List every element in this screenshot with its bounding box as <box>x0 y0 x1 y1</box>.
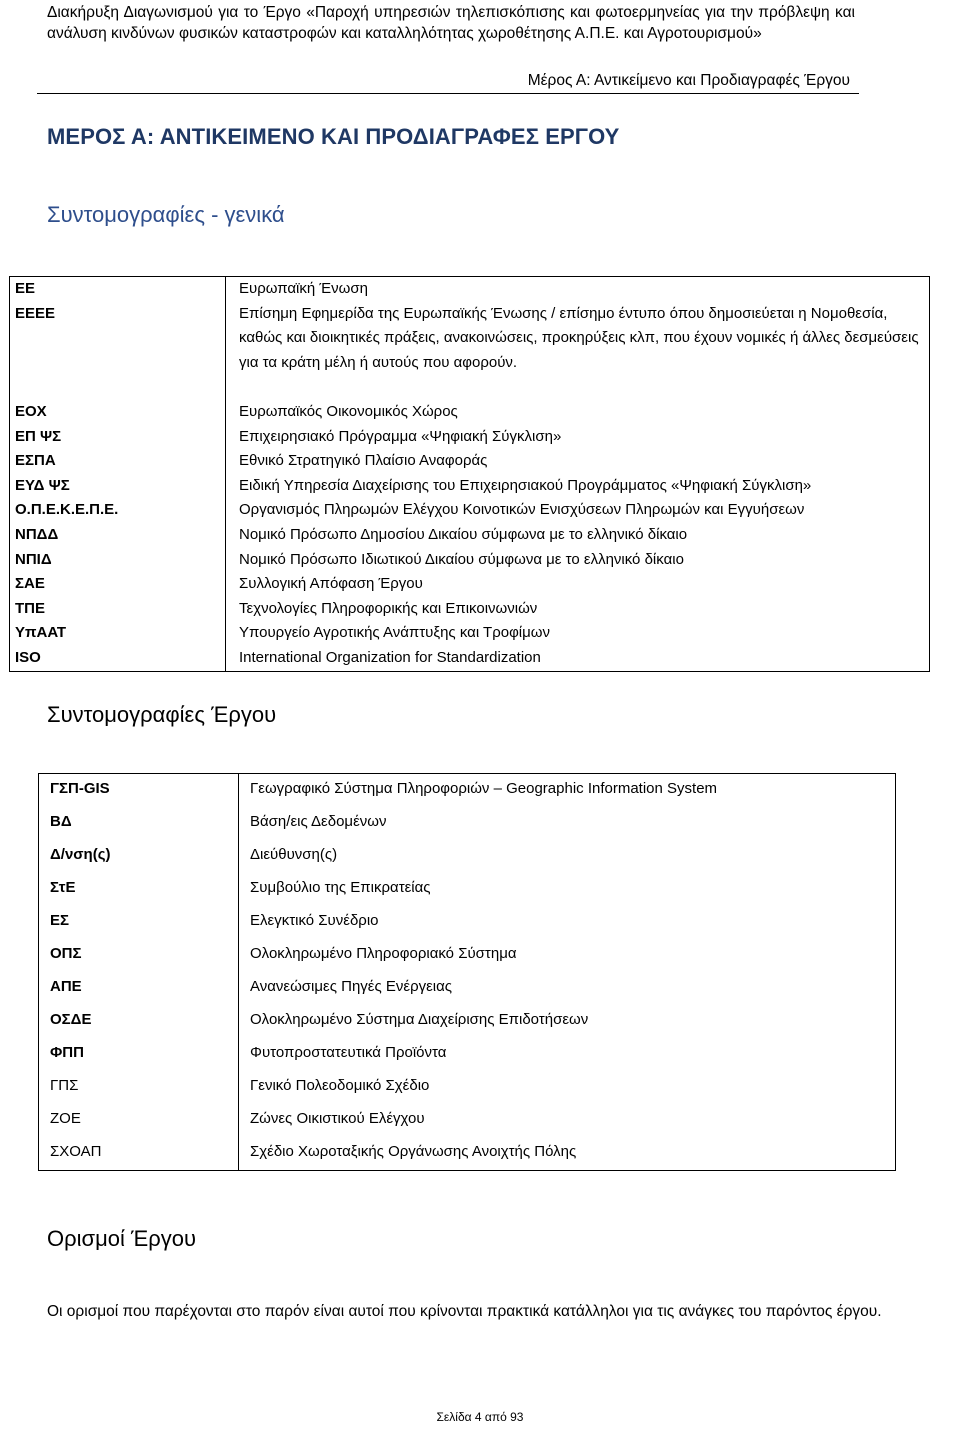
abbr-definition: Φυτοπροστατευτικά Προϊόντα <box>250 1044 447 1061</box>
abbr-definition: Ολοκληρωμένο Σύστημα Διαχείρισης Επιδοτήσεων <box>250 1011 589 1028</box>
abbr-code: ΑΠΕ <box>50 978 82 995</box>
abbr-definition: Εθνικό Στρατηγικό Πλαίσιο Αναφοράς <box>239 452 488 470</box>
abbr-code: ΕΥΔ ΨΣ <box>15 476 70 494</box>
abbr-code: ΕΕ <box>15 280 36 297</box>
abbr-definition: Σχέδιο Χωροταξικής Οργάνωσης Ανοιχτής Πόλης <box>250 1143 577 1160</box>
abbrev-general-codes <box>10 277 226 672</box>
abbr-code: ΓΣΠ-GIS <box>50 780 110 797</box>
abbr-code: Δ/νση(ς) <box>50 846 111 863</box>
abbr-code: ΖΟΕ <box>50 1110 81 1127</box>
document-header-subtitle: Μέρος Α: Αντικείμενο και Προδιαγραφές Έργου <box>527 72 850 89</box>
abbrev-project-table <box>38 773 896 1171</box>
abbr-code: ISO <box>15 648 41 666</box>
abbr-definition: International Organization for Standardization <box>239 648 541 666</box>
abbr-definition: Γενικό Πολεοδομικό Σχέδιο <box>250 1077 430 1094</box>
abbr-definition: Συλλογική Απόφαση Έργου <box>239 575 423 593</box>
document-header-title: Διακήρυξη Διαγωνισμού για το Έργο «Παροχή υπηρεσιών τηλεπισκόπισης και φωτοερμηνείας για την πρόβλεψη και ανάλυση κινδύνων φυσικών καταστροφών και καταλληλότητας χωροθέτησης Α.Π.Ε. και Αγροτουρισμού» <box>47 4 855 42</box>
abbr-definition: Ολοκληρωμένο Πληροφοριακό Σύστημα <box>250 945 517 962</box>
abbr-definition: Διεύθυνση(ς) <box>250 846 338 863</box>
abbrev-project-definitions <box>239 774 896 1171</box>
definitions-paragraph: Οι ορισμοί που παρέχονται στο παρόν είναι αυτοί που κρίνονται πρακτικά κατάλληλοι για τις ανάγκες του παρόντος έργου. <box>47 1303 882 1320</box>
abbr-definition: Γεωγραφικό Σύστημα Πληροφοριών – Geographic Information System <box>250 780 718 797</box>
header-divider <box>37 93 859 94</box>
abbr-code: ΕΟΧ <box>15 402 47 420</box>
abbr-definition: Επίσημη Εφημερίδα της Ευρωπαϊκής Ένωσης / επίσημο έντυπο όπου δημοσιεύεται η Νομοθεσία, καθώς και διοικητικές πράξεις, ανακοινώσεις, προκηρύξεις κλπ, που έχουν νομικές ή άλλες δεσμεύσεις για τα κράτη μέλη ή αυτούς που αφορούν. <box>239 304 919 371</box>
abbrev-general-heading: Συντομογραφίες - γενικά <box>47 202 285 227</box>
abbr-definition: Νομικό Πρόσωπο Ιδιωτικού Δικαίου σύμφωνα με το ελληνικό δίκαιο <box>239 550 684 568</box>
abbr-definition: Ανανεώσιμες Πηγές Ενέργειας <box>250 978 453 995</box>
abbr-definition: Ελεγκτικό Συνέδριο <box>250 912 379 929</box>
abbr-code: ΣτΕ <box>50 879 76 896</box>
abbr-definition: Επιχειρησιακό Πρόγραμμα «Ψηφιακή Σύγκλιση» <box>239 427 562 445</box>
abbr-definition: Οργανισμός Πληρωμών Ελέγχου Κοινοτικών Ενισχύσεων Πληρωμών και Εγγυήσεων <box>239 501 805 519</box>
abbr-definition: Τεχνολογίες Πληροφορικής και Επικοινωνιών <box>239 599 538 617</box>
abbr-code: ΟΠΣ <box>50 945 82 962</box>
abbr-code: ΕΠ ΨΣ <box>15 427 62 445</box>
abbr-code: ΕΣ <box>50 912 70 929</box>
abbr-code: ΦΠΠ <box>50 1044 84 1061</box>
abbr-code: ΟΣΔΕ <box>50 1011 92 1028</box>
abbr-definition: Βάση/εις Δεδομένων <box>250 813 387 830</box>
abbr-code: ΕΕΕΕ <box>15 304 56 322</box>
abbr-code: ΓΠΣ <box>50 1077 79 1094</box>
abbr-definition: Υπουργείο Αγροτικής Ανάπτυξης και Τροφίμων <box>239 624 550 642</box>
definitions-heading: Ορισμοί Έργου <box>47 1226 197 1251</box>
abbr-definition: Ευρωπαϊκός Οικονομικός Χώρος <box>239 402 458 420</box>
abbr-code: ΕΣΠΑ <box>15 452 56 470</box>
abbr-code: ΥπΑΑΤ <box>15 624 67 642</box>
abbr-definition: Ζώνες Οικιστικού Ελέγχου <box>250 1110 425 1127</box>
abbrev-project-heading: Συντομογραφίες Έργου <box>47 702 277 727</box>
abbrev-project-codes <box>39 774 239 1171</box>
abbr-definition: Ευρωπαϊκή Ένωση <box>239 280 368 297</box>
abbr-code: ΝΠΙΔ <box>15 550 52 568</box>
abbrev-general-table <box>9 276 930 672</box>
abbr-code: ΣΑΕ <box>15 575 45 593</box>
section-title: ΜΕΡΟΣ Α: ΑΝΤΙΚΕΙΜΕΝΟ ΚΑΙ ΠΡΟΔΙΑΓΡΑΦΕΣ ΕΡΓΟΥ <box>47 124 620 149</box>
abbr-definition: Νομικό Πρόσωπο Δημοσίου Δικαίου σύμφωνα με το ελληνικό δίκαιο <box>239 525 688 543</box>
abbr-code: Ο.Π.Ε.Κ.Ε.Π.Ε. <box>15 501 119 519</box>
abbr-code: ΒΔ <box>50 813 72 830</box>
page-number: Σελίδα 4 από 93 <box>436 1410 524 1424</box>
abbr-code: ΤΠΕ <box>15 599 45 617</box>
abbr-definition: Συμβούλιο της Επικρατείας <box>250 879 431 896</box>
abbrev-general-definitions <box>226 277 930 672</box>
abbr-code: ΣΧΟΑΠ <box>50 1143 102 1160</box>
abbr-definition: Ειδική Υπηρεσία Διαχείρισης του Επιχειρησιακού Προγράμματος «Ψηφιακή Σύγκλιση» <box>239 476 812 494</box>
abbr-code: ΝΠΔΔ <box>15 525 59 543</box>
